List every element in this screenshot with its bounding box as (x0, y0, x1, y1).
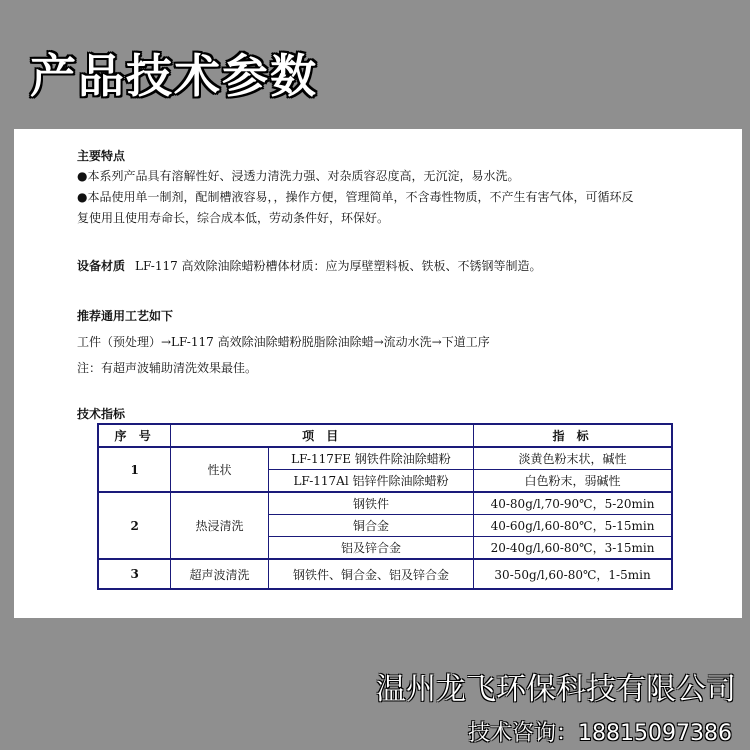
group-2-value-3: 20-40g/l,60-80℃，3-15min (474, 537, 672, 560)
process-heading: 推荐通用工艺如下 (77, 309, 174, 323)
feature-bullet-2-line-1: ●本品使用单一制剂，配制槽液容易，，操作方便，管理简单，不含毒性物质，不产生有害气体，可循环反 (77, 190, 634, 204)
feature-bullet-2-line-2: 复使用且使用寿命长，综合成本低，劳动条件好，环保好。 (77, 211, 390, 225)
table-header-row (98, 424, 672, 447)
process-flow: 工件（预处理）→LF-117 高效除油除蜡粉脱脂除油除蜡→流动水洗→下道工序 (77, 335, 490, 349)
header-item: 项 目 (171, 424, 474, 447)
specs-table (97, 423, 673, 590)
group-2-category: 热浸清洗 (171, 492, 269, 559)
table-row (98, 559, 672, 589)
group-2-item-1: 钢铁件 (268, 492, 473, 515)
group-3-category: 超声波清洗 (171, 559, 269, 589)
group-1-category: 性状 (171, 447, 269, 492)
group-2-item-3: 铝及锌合金 (268, 537, 473, 560)
document-sheet (14, 129, 742, 618)
group-2-item-2: 铜合金 (268, 515, 473, 537)
group-1-value-1: 淡黄色粉末状，碱性 (474, 447, 672, 470)
header-index: 指 标 (474, 424, 672, 447)
equipment-label: 设备材质 (77, 259, 126, 273)
group-3-seq: 3 (98, 559, 171, 589)
equipment-line (77, 257, 542, 274)
contact-phone: 技术咨询：18815097386 (468, 721, 732, 746)
features-heading: 主要特点 (77, 149, 126, 163)
group-3-item: 钢铁件、铜合金、铝及锌合金 (268, 559, 473, 589)
table-row (98, 492, 672, 515)
group-1-seq: 1 (98, 447, 171, 492)
page-title: 产品技术参数 (30, 49, 318, 103)
group-2-value-1: 40-80g/l,70-90℃，5-20min (474, 492, 672, 515)
group-1-value-2: 白色粉末，弱碱性 (474, 470, 672, 493)
group-1-item-2: LF-117Al 铝锌件除油除蜡粉 (268, 470, 473, 493)
equipment-text: LF-117 高效除油除蜡粉槽体材质：应为厚壁塑料板、铁板、不锈钢等制造。 (135, 259, 542, 273)
feature-bullet-1: ●本系列产品具有溶解性好、浸透力清洗力强、对杂质容忍度高，无沉淀，易水洗。 (77, 169, 520, 183)
group-1-item-1: LF-117FE 钢铁件除油除蜡粉 (268, 447, 473, 470)
group-3-value: 30-50g/l,60-80℃，1-5min (474, 559, 672, 589)
specs-heading: 技术指标 (77, 407, 126, 421)
process-note: 注：有超声波辅助清洗效果最佳。 (77, 361, 258, 375)
group-2-value-2: 40-60g/l,60-80℃，5-15min (474, 515, 672, 537)
table-row (98, 447, 672, 470)
header-seq: 序 号 (98, 424, 171, 447)
group-2-seq: 2 (98, 492, 171, 559)
company-name: 温州龙飞环保科技有限公司 (376, 672, 736, 707)
